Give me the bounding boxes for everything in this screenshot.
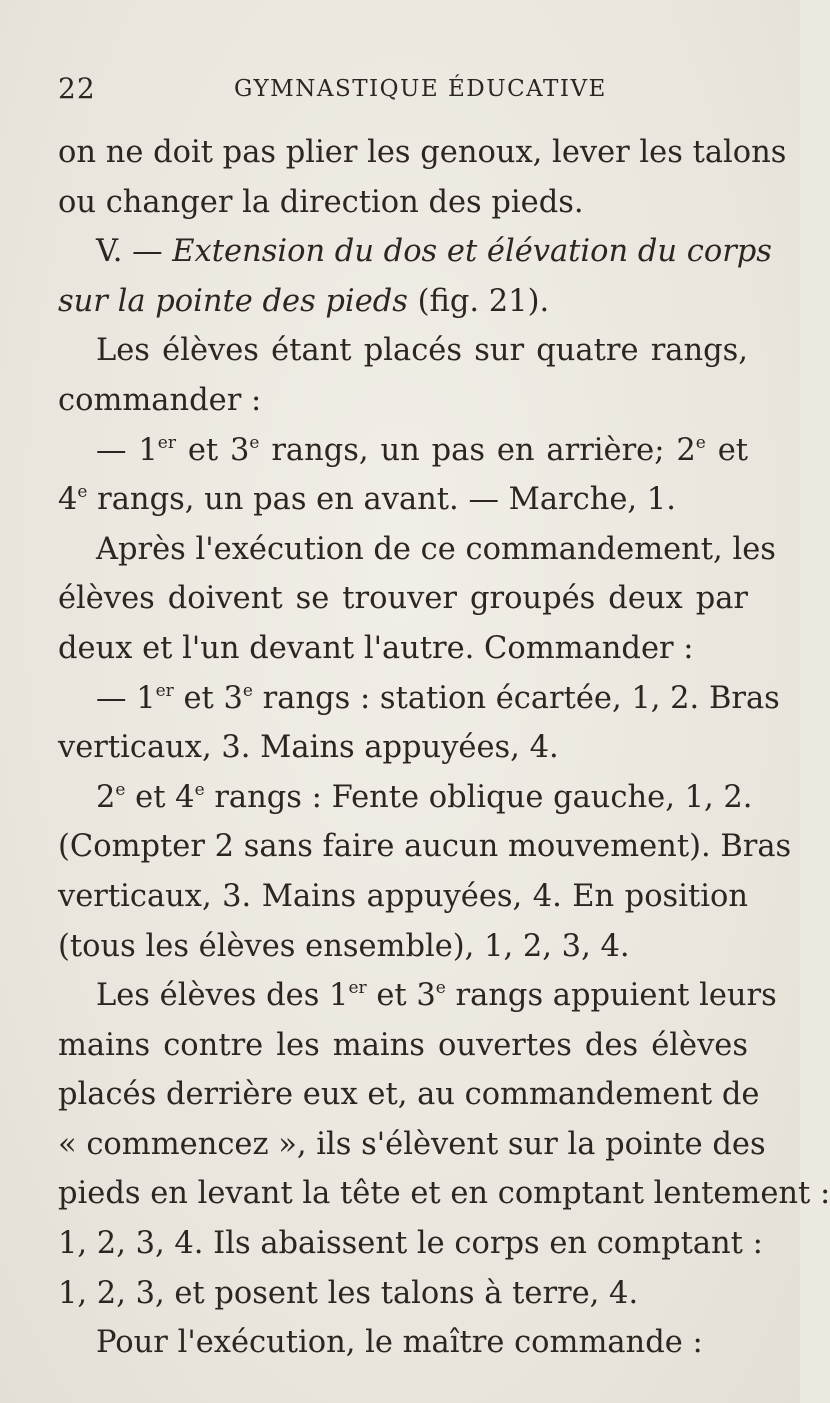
page-number: 22 — [58, 72, 96, 105]
text-line: commander : — [58, 382, 262, 418]
section-heading-line — [58, 277, 748, 327]
text-line: élèves doivent se trouver groupés deux par — [58, 581, 748, 617]
page-header — [58, 72, 748, 112]
text-line: Pour l'exécution, le maître commande : — [96, 1325, 703, 1361]
text-line: pieds en levant la tête et en comptant lentement : — [58, 1176, 830, 1212]
section-title: Extension du dos et élévation du corps — [172, 234, 772, 270]
body-text — [58, 128, 830, 1368]
command-line: 4e rangs, un pas en avant. — Marche, 1. — [58, 482, 676, 518]
text-line: deux et l'un devant l'autre. Commander : — [58, 630, 694, 666]
text-line: Les élèves étant placés sur quatre rangs, — [96, 333, 748, 369]
command-line: — 1er et 3e rangs, un pas en arrière; 2e et — [96, 432, 748, 468]
figure-reference: (fig. 21). — [407, 283, 550, 319]
text-line: Après l'exécution de ce commandement, les — [96, 531, 776, 567]
text-line: « commencez », ils s'élèvent sur la pointe des — [58, 1126, 766, 1162]
text-line: (Compter 2 sans faire aucun mouvement). Bras — [58, 829, 792, 865]
text-line: mains contre les mains ouvertes des élèves — [58, 1027, 748, 1063]
command-line: verticaux, 3. Mains appuyées, 4. — [58, 730, 559, 766]
section-title-continued: sur la pointe des pieds — [58, 283, 408, 319]
text-line: (tous les élèves ensemble), 1, 2, 3, 4. — [58, 928, 630, 964]
text-line: 1, 2, 3, 4. Ils abaissent le corps en comptant : — [58, 1226, 763, 1262]
section-heading-line — [58, 227, 772, 277]
running-title: GYMNASTIQUE ÉDUCATIVE — [234, 76, 607, 102]
command-line: 2e et 4e rangs : Fente oblique gauche, 1, 2. — [96, 779, 753, 815]
text-line: 1, 2, 3, et posent les talons à terre, 4. — [58, 1275, 639, 1311]
text-line: Les élèves des 1er et 3e rangs appuient leurs — [96, 978, 777, 1014]
text-line: ou changer la direction des pieds. — [58, 184, 584, 220]
text-line: on ne doit pas plier les genoux, lever les talons — [58, 135, 787, 170]
section-number: V. — — [96, 234, 173, 270]
text-line: verticaux, 3. Mains appuyées, 4. En position — [58, 878, 748, 914]
command-line: — 1er et 3e rangs : station écartée, 1, 2. Bras — [96, 680, 780, 716]
text-line: placés derrière eux et, au commandement de — [58, 1077, 760, 1113]
